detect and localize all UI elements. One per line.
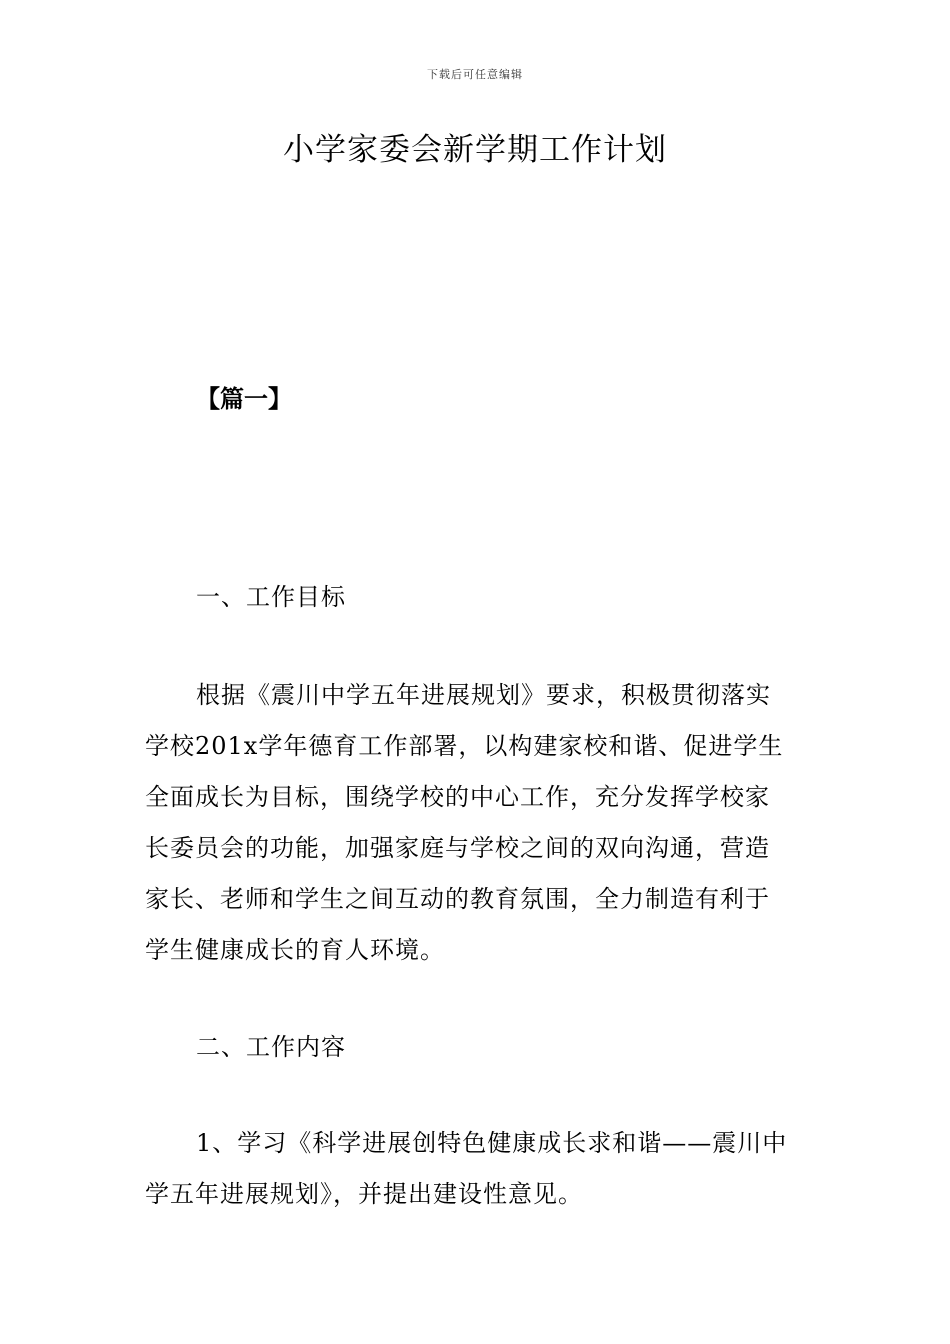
paragraph-line: 根据《震川中学五年进展规划》要求，积极贯彻落实 [196, 681, 771, 709]
section-tag: 【篇一】 [196, 385, 292, 413]
paragraph-line: 学五年进展规划》，并提出建设性意见。 [145, 1180, 583, 1208]
section-heading-goals: 一、工作目标 [196, 583, 346, 611]
paragraph-goals [145, 670, 809, 976]
document-title: 小学家委会新学期工作计划 [283, 132, 667, 168]
paragraph-line: 学校201x学年德育工作部署，以构建家校和谐、促进学生 [145, 732, 784, 760]
paragraph-line: 1、学习《科学进展创特色健康成长求和谐——震川中 [196, 1129, 788, 1157]
header-note: 下载后可任意编辑 [427, 68, 523, 81]
paragraph-line: 长委员会的功能，加强家庭与学校之间的双向沟通，营造 [145, 834, 770, 862]
section-heading-content: 二、工作内容 [196, 1033, 346, 1061]
paragraph-line: 全面成长为目标，围绕学校的中心工作，充分发挥学校家 [145, 783, 770, 811]
paragraph-content-item-1 [145, 1118, 809, 1220]
paragraph-line: 学生健康成长的育人环境。 [145, 936, 445, 964]
paragraph-line: 家长、老师和学生之间互动的教育氛围，全力制造有利于 [145, 885, 770, 913]
